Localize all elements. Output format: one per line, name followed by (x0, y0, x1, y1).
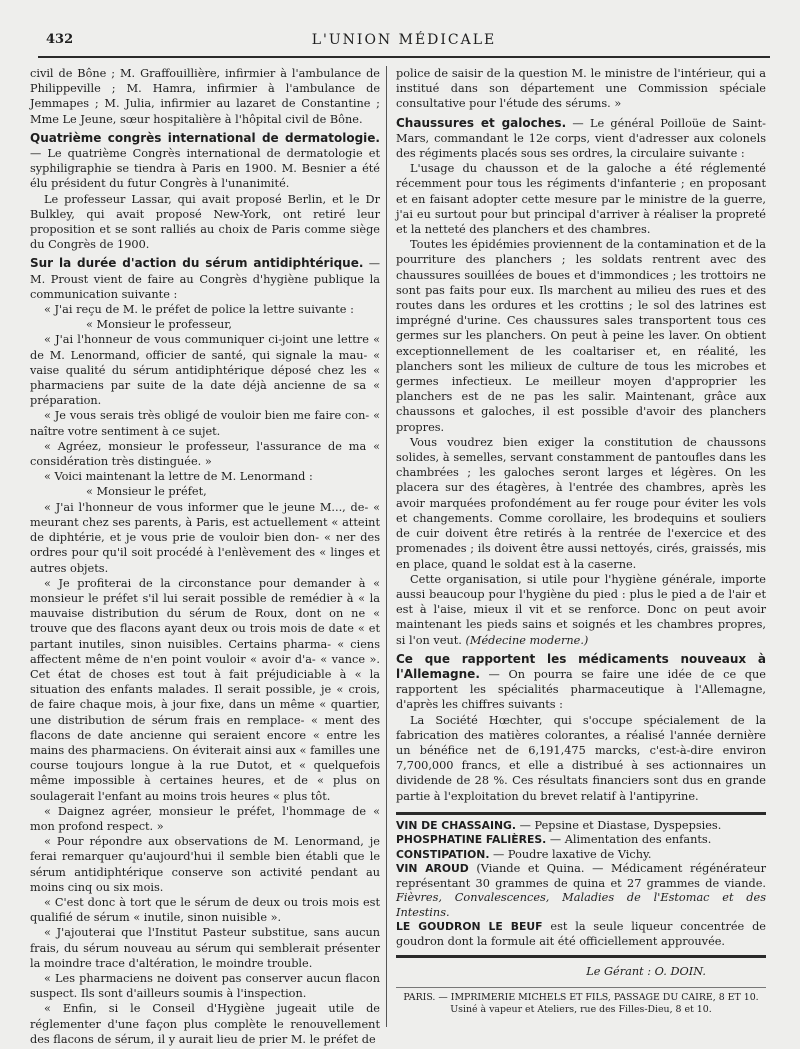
footer-rule (396, 955, 766, 958)
imprint-line-2: Usiné à vapeur et Ateliers, rue des Filles-Dieu, 8 et 10. (450, 1004, 712, 1016)
quote-paragraph: « J'ajouterai que l'Institut Pasteur substitue, sans aucun frais, du sérum nouveau au sérum qui semblerait présenter la moindre trace d'altération, le moindre trouble. (30, 926, 380, 970)
section-title: Quatrième congrès international de dermatologie. (30, 130, 380, 145)
ad-text: est la seule liqueur concentrée de goudron dont la formule ait été officiellement approuvée. (396, 920, 766, 948)
quote-paragraph: « C'est donc à tort que le sérum de deux ou trois mois est qualifié de sérum « inutile, sinon nuisible ». (30, 895, 380, 925)
paragraph-intro: civil de Bône ; M. Graffouillière, infirmier à l'ambulance de Philippeville ; M. Hamra, infirmier à l'ambulance de Jemmapes ; M. Julia, infirmier au lazaret de Constantine ; Mme Le Jeune, sœur hospitalière à l'hôpital civil de Bône. (30, 67, 380, 126)
ad-brand: LE GOUDRON LE BEUF (396, 920, 543, 934)
ad-text: — Pepsine et Diastase, Dyspepsies. (516, 818, 722, 832)
quote-paragraph: « J'ai l'honneur de vous communiquer ci-joint une lettre « de M. Lenormand, officier de santé, qui signale la mau- « vaise qualité du sérum antidiphtérique déposé chez les « pharmaciens par suite de la date déjà ancienne de sa « préparation. (30, 333, 380, 408)
quote-paragraph: « Je profiterai de la circonstance pour demander à « monsieur le préfet s'il lui serait possible de remédier à « la mauvaise distribution du sérum de Roux, dont on ne « trouve que des flacons ayant deux ou trois mois de date « et partant inutiles, sinon nuisibles. Certains pharma- « ciens affectent même de n'en point vouloir « avoir d'a- « vance ». Cet état de choses est tout à fait préjudiciable à « la situation des enfants malades. Il serait possible, je « crois, de faire chaque mois, à jour fixe, dans un même « quartier, une distribution de sérum frais en remplace- « ment des flacons de date ancienne qui seraient encore « entre les mains des pharmaciens. On éviterait ainsi aux « familles une course toujours longue à la rue Dutot, et « quelquefois même impossible à certaines heures, et de « plus on soulagerait l'enfant au moins trois heures « plus tôt. (30, 576, 380, 803)
page-header (38, 30, 770, 58)
right-column (396, 66, 766, 1037)
section-title: Ce que rapportent les médicaments nouveaux à l'Allemagne. (396, 651, 766, 681)
section-dermatology (30, 131, 380, 192)
ad-brand: PHOSPHATINE FALIÈRES. (396, 833, 547, 847)
gerant-line: Le Gérant : O. DOIN. (586, 965, 706, 979)
ad-vin-chassaing (396, 819, 766, 834)
paragraph: Vous voudrez bien exiger la constitution de chaussons solides, à semelles, servant constamment de pantoufles dans les chambrées ; les galoches seront larges et légères. On les placera sur des étagères, à l'entrée des chambres, après les avoir marquées profondément au fer rouge pour éviter les vols et changements. Comme corollaire, les brodequins et souliers de cuir doivent être retirés à la rentrée de l'exercice et des promenades ; ils doivent être aussi nettoyés, cirés, graissés, mis en place, quand le soldat est à la caserne. (396, 435, 766, 571)
ad-constipation (396, 848, 766, 863)
section-title: Chaussures et galoches. (396, 115, 567, 130)
ad-vin-aroud (396, 862, 766, 920)
imprint-line-1: PARIS. — IMPRIMERIE MICHELS ET FILS, PASSAGE DU CAIRE, 8 ET 10. (403, 992, 759, 1004)
quote-paragraph: « J'ai reçu de M. le préfet de police la lettre suivante : (44, 303, 354, 317)
column-divider (386, 66, 387, 1027)
section-lead: — On pourra se faire une idée de ce que rapportent les spécialités pharmaceutique à l'Allemagne, d'après les chiffres suivants : (396, 667, 766, 712)
section-medicines (396, 652, 766, 713)
paragraph: Le professeur Lassar, qui avait proposé Berlin, et le Dr Bulkley, qui avait proposé New-York, ont retiré leur proposition et se sont ralliés au choix de Paris comme siège du Congrès de 1900. (30, 192, 380, 252)
source-citation: (Médecine moderne.) (461, 633, 589, 647)
ad-goudron (396, 920, 766, 949)
ad-phosphatine (396, 833, 766, 848)
paragraph-text: Cette organisation, si utile pour l'hygiène générale, importe aussi beaucoup pour l'hygiène du pied : plus le pied a de l'air et est à l'aise, mieux il vit et se renforce. Donc on peut avoir maintenant les pieds sains et soignés et les chambres propres, si l'on veut. (396, 572, 766, 647)
left-column (30, 66, 381, 1046)
quote-paragraph: « Agréez, monsieur le professeur, l'assurance de ma « considération très distinguée. » (30, 439, 380, 469)
quote-paragraph: « Enfin, si le Conseil d'Hygiène jugeait utile de réglementer d'une façon plus complète le renouvellement des flacons de sérum, il y aurait lieu de prier M. le préfet de (30, 1002, 380, 1046)
ad-brand: VIN AROUD (396, 862, 469, 876)
ad-brand: CONSTIPATION. (396, 847, 490, 861)
salutation: « Monsieur le préfet, (86, 485, 207, 499)
quote-paragraph: « J'ai l'honneur de vous informer que le jeune M..., de- « meurant chez ses parents, à Paris, est actuellement « atteint de diphtérie, et je vous prie de vouloir bien don- « ner des ordres pour qu'il soit procédé à l'enlèvement des « linges et autres objets. (30, 500, 380, 575)
section-shoes (396, 116, 766, 162)
quote-paragraph: « Je vous serais très obligé de vouloir bien me faire con- « naître votre sentiment à ce sujet. (30, 409, 380, 438)
printer-imprint (396, 987, 766, 1016)
paragraph-continued: police de saisir de la question M. le ministre de l'intérieur, qui a institué dans son département une Commission spéciale consultative pour l'étude des sérums. » (396, 67, 766, 111)
quote-paragraph: « Voici maintenant la lettre de M. Lenormand : (44, 470, 313, 484)
section-lead: — M. Proust vient de faire au Congrès d'hygiène publique la communication suivante : (30, 257, 381, 301)
ad-indications: Fièvres, Convalescences, Maladies de l'Estomac et des Intestins. (396, 891, 766, 919)
quote-paragraph: « Pour répondre aux observations de M. Lenormand, je ferai remarquer qu'aujourd'hui il semble bien établi que le sérum antidiphtérique conserve son activité pendant au moins cinq ou six mois. (30, 835, 380, 894)
page-number: 432 (46, 32, 74, 47)
ad-brand: VIN DE CHASSAING. (396, 818, 517, 832)
journal-title: L'UNION MÉDICALE (311, 32, 497, 48)
quote-paragraph: « Daignez agréer, monsieur le préfet, l'hommage de « mon profond respect. » (30, 804, 380, 833)
ad-text: (Viande et Quina. — Médicament régénérateur représentant 30 grammes de quina et 27 grammes de viande. (396, 862, 767, 890)
quote-paragraph: « Les pharmaciens ne doivent pas conserver aucun flacon suspect. Ils sont d'ailleurs soumis à l'inspection. (30, 971, 380, 1001)
paragraph: Toutes les épidémies proviennent de la contamination et de la pourriture des planchers ; les soldats rentrent avec des chaussures souillées de boues et d'immondices ; les trottoirs ne sont pas faits pour eux. Ils marchent au milieu des rues et des routes dans les ordures et les crottins ; le sol des latrines est imprégné d'urine. Ces chaussures sales transportent tous ces germes sur les planchers. On peut à peine les laver. On obtient exceptionnellement de les coaltariser et, en réalité, les planchers sont les milieux de culture de tous les microbes et germes infectieux. Le meilleur moyen d'approprier les planchers est de ne pas les salir. Maintenant, grâce aux chaussons et galoches, il est possible d'avoir des planchers propres. (396, 238, 766, 434)
section-lead: — Le quatrième Congrès international de dermatologie et syphiligraphie se tiendra à Paris en 1900. M. Besnier a été élu président du futur Congrès à l'unanimité. (30, 147, 380, 191)
paragraph (396, 572, 766, 648)
section-lead: — Le général Poilloüe de Saint-Mars, commandant le 12e corps, vient d'adresser aux colonels des régiments placés sous ses ordres, la circulaire suivante : (396, 116, 766, 161)
section-serum (30, 256, 380, 302)
ad-text: — Alimentation des enfants. (546, 833, 712, 847)
section-title: Sur la durée d'action du sérum antidiphtérique. (30, 256, 364, 271)
salutation: « Monsieur le professeur, (86, 318, 233, 332)
paragraph: L'usage du chausson et de la galoche a été réglementé récemment pour tous les régiments d'infanterie ; en proposant et en faisant adopter cette mesure par le ministre de la guerre, j'ai eu surtout pour but principal d'arriver à réaliser la propreté et la netteté des planchers et des chambres. (396, 162, 766, 237)
advertisements (396, 812, 766, 950)
paragraph: La Société Hœchter, qui s'occupe spécialement de la fabrication des matières colorantes, a réalisé l'année dernière un bénéfice net de 6,191,475 marcks, c'est-à-dire environ 7,700,000 francs, et elle a distribué à ses actionnaires un dividende de 28 %. Ces résultats financiers sont dus en grande partie à l'exploitation du brevet relatif à l'antipyrine. (396, 713, 766, 803)
ad-text: — Poudre laxative de Vichy. (489, 847, 652, 861)
